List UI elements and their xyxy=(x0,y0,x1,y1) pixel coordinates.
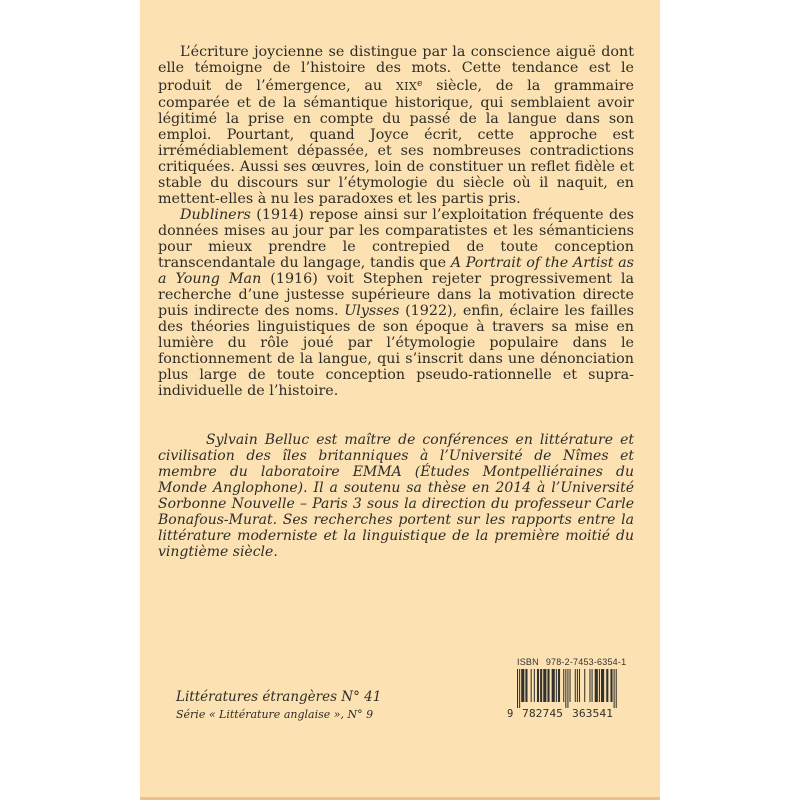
back-cover-blurb xyxy=(158,44,634,399)
author-bio: Sylvain Belluc est maître de conférences en littérature et civilisation des îles britanniques à l’Université de Nîmes et membre du laboratoire EMMA (Études Montpelliéraines du Monde Anglophone). Il a soutenu sa thèse en 2014 à l’Université Sorbonne Nouvelle – Paris 3 sous la direction du professeur Carle Bonafous-Murat. Ses recherches portent sur les rapports entre la littérature moderniste et la linguistique de la première moitié du vingtième siècle. xyxy=(158,432,634,560)
collection-series: Série « Littérature anglaise », N° 9 xyxy=(176,708,374,721)
isbn-number: 978-2-7453-6354-1 xyxy=(545,657,627,667)
collection-info xyxy=(176,690,381,721)
isbn-label xyxy=(517,657,627,668)
svg-text:363541: 363541 xyxy=(572,708,613,720)
isbn-label-prefix: ISBN xyxy=(517,657,539,667)
isbn-barcode-block xyxy=(505,657,627,721)
svg-text:782745: 782745 xyxy=(522,708,563,720)
cover-page xyxy=(140,0,660,800)
collection-title: Littératures étrangères N° 41 xyxy=(176,689,382,705)
blurb-paragraph-2: Dubliners (1914) repose ainsi sur l’exploitation fréquente des données mises au jour par les comparatistes et les sémanticiens pour mieux prendre le contrepied de toute conception transcendantale du langage, tandis que A Portrait of the Artist as a Young Man (1916) voit Stephen rejeter progressivement la recherche d’une justesse supérieure dans la motivation directe puis indirecte des noms. Ulysses (1922), enfin, éclaire les failles des théories linguistiques de son époque à travers sa mise en lumière du rôle joué par l’étymologie populaire dans le fonctionnement de la langue, qui s’inscrit dans une dénonciation plus large de toute conception pseudo-rationnelle et supra-individuelle de l’histoire. xyxy=(158,206,634,399)
svg-text:9: 9 xyxy=(507,708,514,720)
blurb-paragraph-1: L’écriture joycienne se distingue par la conscience aiguë dont elle témoigne de l’histoire des mots. Cette tendance est le produit de l’émergence, au XIXe siècle, de la grammaire comparée et de la sémantique historique, qui semblaient avoir légitimé la prise en compte du passé de la langue dans son emploi. Pourtant, quand Joyce écrit, cette approche est irrémédiablement dépassée, et ses nombreuses contradictions critiquées. Aussi ses œuvres, loin de constituer un reflet fidèle et stable du discours sur l’étymologie du siècle où il naquit, en mettent-elles à nu les paradoxes et les partis pris. xyxy=(158,44,634,207)
ean13-barcode xyxy=(505,669,621,721)
